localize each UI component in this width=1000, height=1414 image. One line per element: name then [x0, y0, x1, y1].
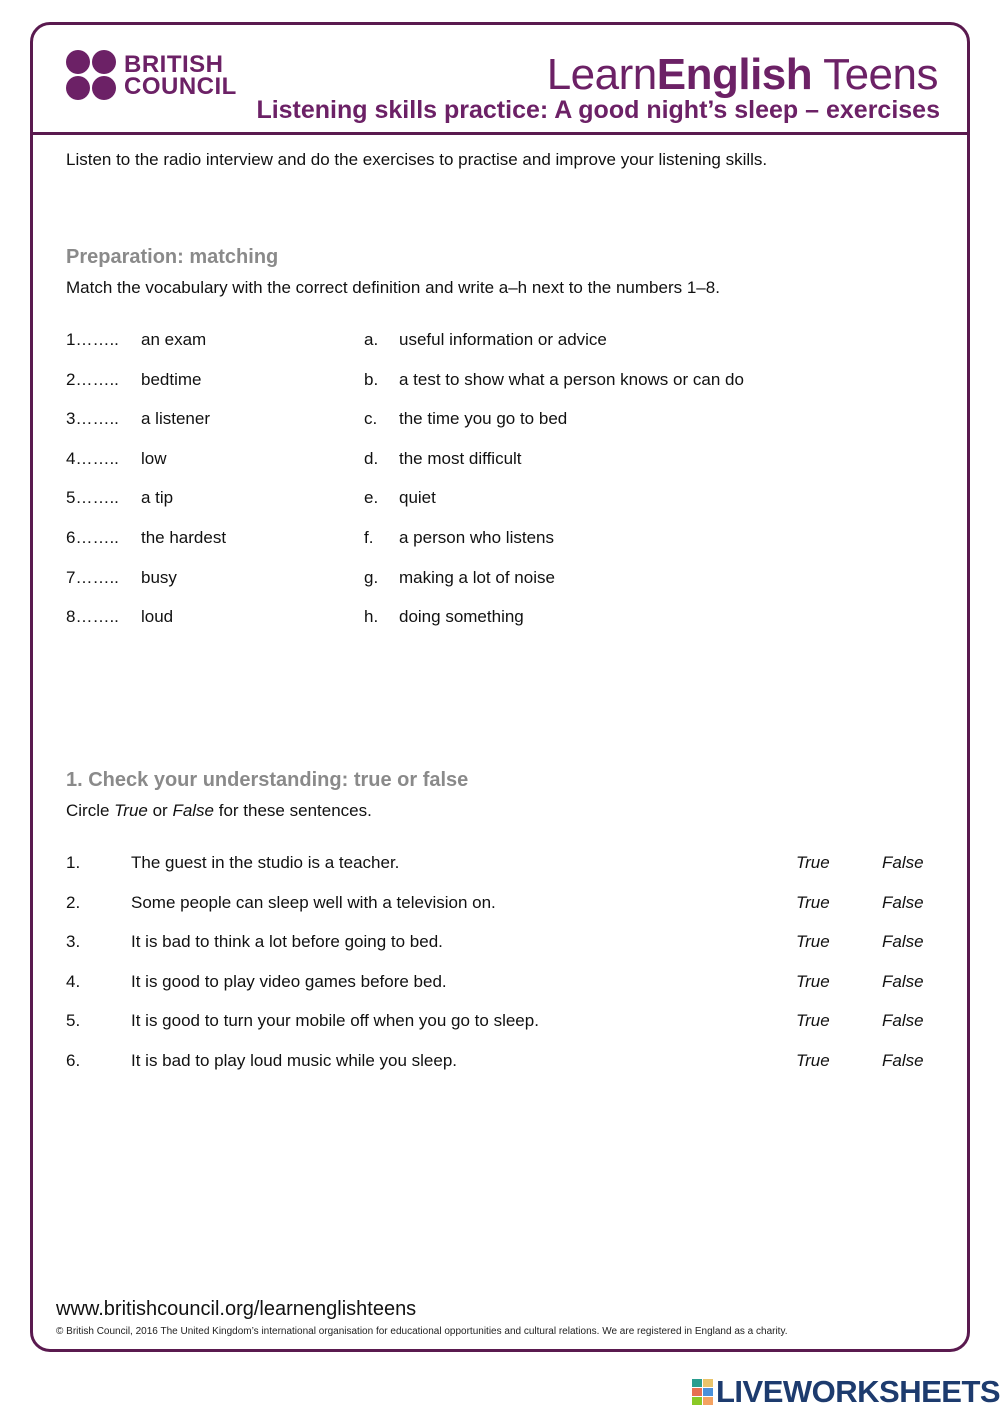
matching-letter: h. — [364, 607, 379, 627]
website-url[interactable]: www.britishcouncil.org/learnenglishteens — [56, 1298, 417, 1320]
matching-row — [66, 568, 866, 592]
matching-number[interactable]: 5…….. — [66, 488, 119, 508]
matching-definition: doing something — [399, 607, 524, 627]
tf-number: 2. — [66, 892, 81, 912]
true-false-row — [66, 972, 936, 996]
matching-number[interactable]: 4…….. — [66, 448, 119, 468]
matching-row — [66, 488, 866, 512]
logo-line-2: COUNCIL — [124, 73, 237, 100]
matching-definition: quiet — [399, 488, 436, 508]
page-title: Listening skills practice: A good night’s sleep – exercises — [256, 96, 940, 124]
tf-number: 5. — [66, 1011, 81, 1031]
true-false-row — [66, 853, 936, 877]
british-council-logo — [66, 50, 237, 102]
header-divider — [30, 132, 970, 135]
matching-definition: the time you go to bed — [399, 409, 568, 429]
logo-line-1: BRITISH — [124, 51, 224, 78]
matching-row — [66, 370, 866, 394]
matching-letter: e. — [364, 488, 379, 508]
matching-number[interactable]: 8…….. — [66, 607, 119, 627]
true-option[interactable]: True — [796, 892, 830, 912]
true-false-row — [66, 932, 936, 956]
matching-term: the hardest — [141, 528, 227, 547]
tf-number: 3. — [66, 932, 81, 952]
false-option[interactable]: False — [882, 1011, 924, 1031]
false-option[interactable]: False — [882, 1051, 924, 1070]
false-option[interactable]: False — [882, 892, 924, 912]
copyright-text: © British Council, 2016 The United Kingdom’s international organisation for educational opportunities and cultural relations. We are registered in England as a charity. — [56, 1326, 788, 1337]
matching-row — [66, 607, 866, 631]
matching-number[interactable]: 3…….. — [66, 409, 119, 429]
matching-row — [66, 449, 866, 473]
true-option[interactable]: True — [796, 932, 830, 952]
tf-statement: It is bad to think a lot before going to bed. — [131, 932, 443, 952]
brand-learn: Learn — [546, 50, 657, 99]
false-option[interactable]: False — [882, 971, 924, 991]
matching-number[interactable]: 6…….. — [66, 528, 119, 547]
matching-letter: a. — [364, 330, 379, 349]
true-false-row — [66, 1051, 936, 1075]
page-frame — [30, 22, 970, 1352]
matching-definition: the most difficult — [399, 448, 522, 468]
learnenglish-teens-brand — [547, 50, 938, 100]
exercise1-heading: 1. Check your understanding: true or false — [66, 769, 469, 791]
true-option[interactable]: True — [796, 1051, 830, 1070]
preparation-heading: Preparation: matching — [66, 246, 279, 268]
brand-english: English — [656, 50, 813, 99]
instruction-mid: or — [147, 801, 173, 820]
matching-letter: d. — [364, 448, 379, 468]
matching-number[interactable]: 2…….. — [66, 369, 119, 389]
matching-term: a listener — [141, 409, 210, 429]
matching-definition: making a lot of noise — [399, 567, 555, 587]
true-false-row — [66, 1011, 936, 1035]
matching-letter: b. — [364, 369, 379, 389]
true-option[interactable]: True — [796, 853, 830, 872]
instruction-false: False — [172, 801, 215, 820]
matching-term: loud — [141, 607, 174, 627]
matching-letter: f. — [364, 528, 374, 547]
liveworksheets-text: LIVEWORKSHEETS — [716, 1374, 1000, 1409]
liveworksheets-icon — [692, 1379, 712, 1405]
matching-row — [66, 528, 866, 552]
matching-term: an exam — [141, 330, 207, 349]
matching-term: bedtime — [141, 369, 202, 389]
exercise1-instruction — [66, 801, 372, 821]
matching-term: busy — [141, 567, 177, 587]
matching-letter: c. — [364, 409, 378, 429]
intro-text: Listen to the radio interview and do the exercises to practise and improve your listening skills. — [66, 150, 768, 169]
instruction-true: True — [114, 801, 148, 820]
true-option[interactable]: True — [796, 1011, 830, 1031]
matching-definition: useful information or advice — [399, 330, 607, 349]
false-option[interactable]: False — [882, 932, 924, 952]
matching-term: low — [141, 448, 167, 468]
liveworksheets-watermark — [692, 1374, 1000, 1410]
logo-dots-icon — [66, 50, 118, 102]
matching-number[interactable]: 7…….. — [66, 567, 119, 587]
matching-number[interactable]: 1…….. — [66, 330, 119, 349]
matching-letter: g. — [364, 567, 379, 587]
matching-term: a tip — [141, 488, 174, 508]
tf-number: 4. — [66, 971, 81, 991]
matching-definition: a test to show what a person knows or can do — [399, 369, 744, 389]
tf-number: 1. — [66, 853, 81, 872]
tf-statement: The guest in the studio is a teacher. — [131, 853, 400, 872]
tf-statement: Some people can sleep well with a television on. — [131, 892, 496, 912]
instruction-post: for these sentences. — [214, 801, 372, 820]
matching-row — [66, 330, 866, 354]
instruction-pre: Circle — [66, 801, 115, 820]
preparation-instruction: Match the vocabulary with the correct definition and write a–h next to the numbers 1–8. — [66, 278, 720, 297]
matching-row — [66, 409, 866, 433]
false-option[interactable]: False — [882, 853, 924, 872]
tf-statement: It is good to play video games before bed. — [131, 971, 447, 991]
brand-teens: Teens — [812, 50, 938, 99]
matching-definition: a person who listens — [399, 528, 554, 547]
tf-statement: It is good to turn your mobile off when you go to sleep. — [131, 1011, 539, 1031]
tf-number: 6. — [66, 1051, 81, 1070]
true-option[interactable]: True — [796, 971, 830, 991]
tf-statement: It is bad to play loud music while you sleep. — [131, 1051, 458, 1070]
true-false-row — [66, 893, 936, 917]
